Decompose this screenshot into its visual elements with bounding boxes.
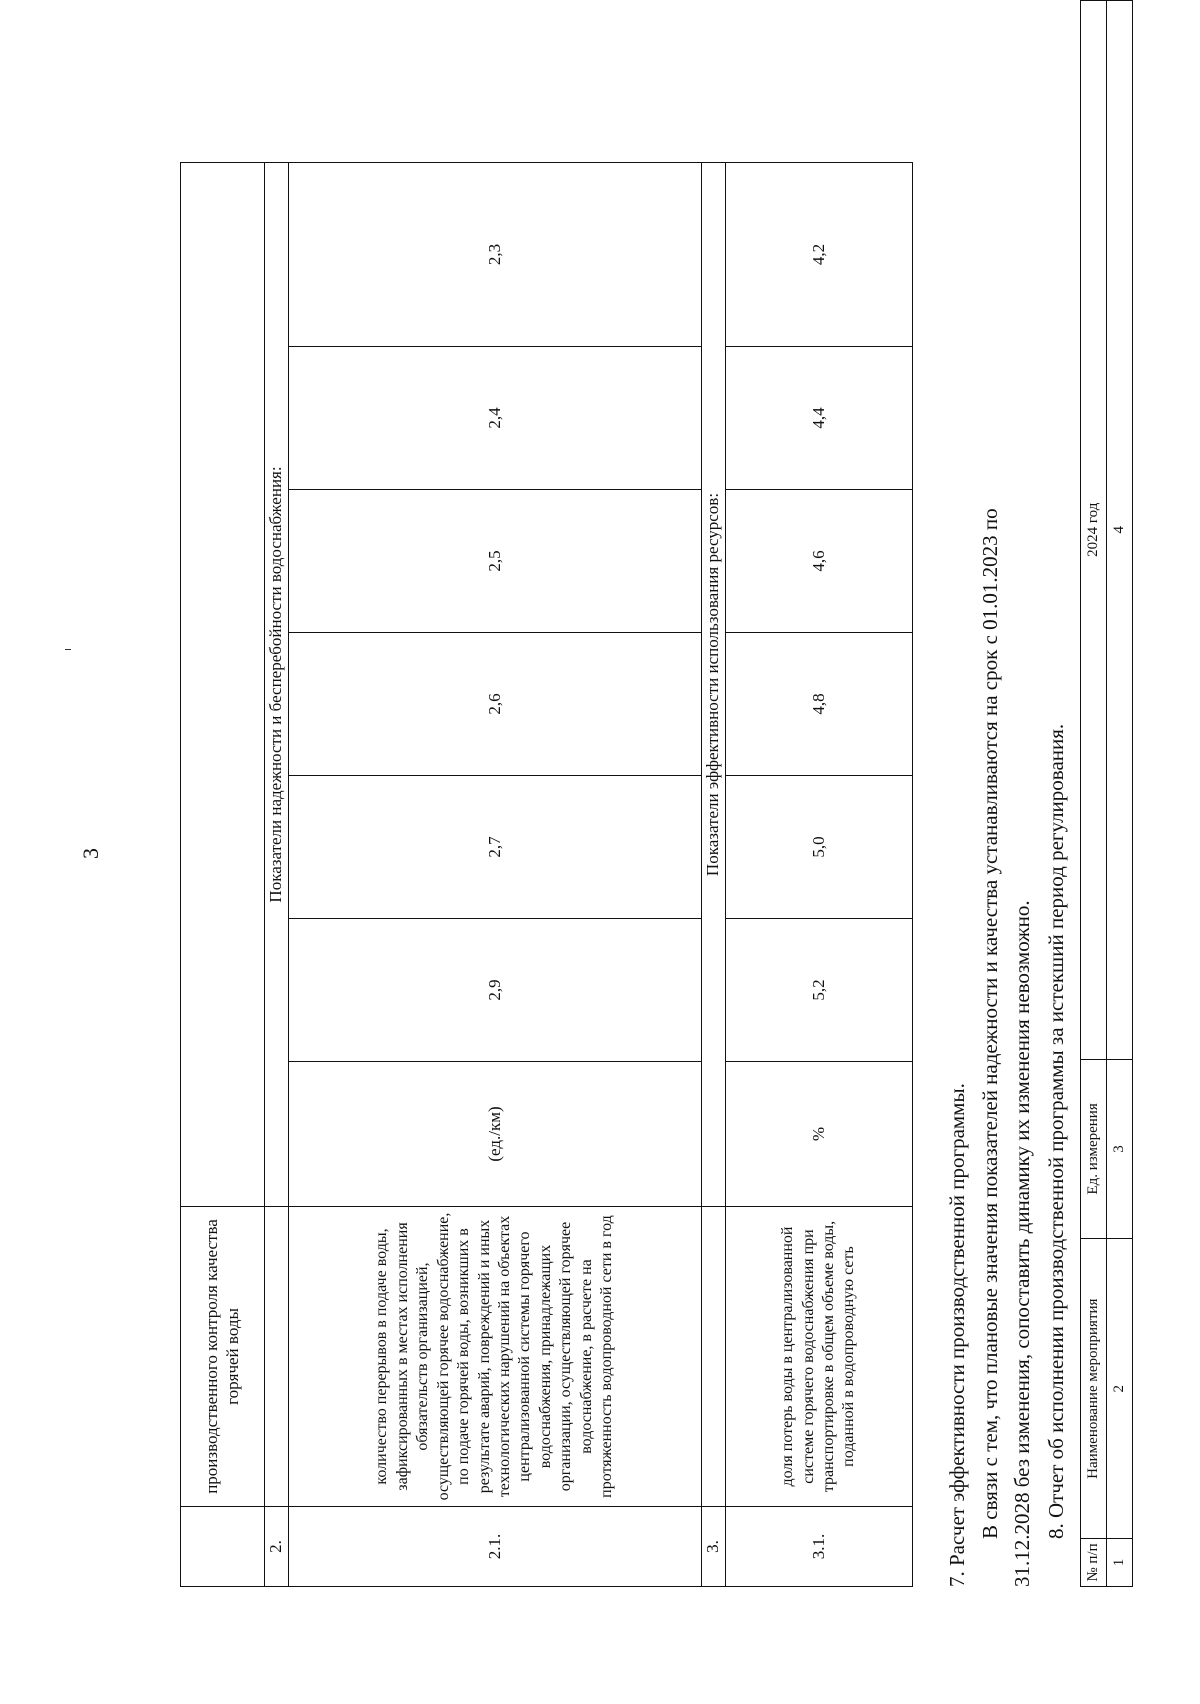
row-2-1-unit: (ед./км) [289, 1062, 702, 1207]
row-3-1-value-3: 4,8 [726, 633, 913, 776]
header-quality-cell: производственного контроля качества горячей воды [181, 1207, 265, 1507]
scan-mark [65, 649, 71, 650]
report-num-4: 4 [1107, 1, 1133, 1060]
row-2-1-value-1: 2,9 [289, 919, 702, 1062]
report-col-num: № п/п [1081, 1539, 1107, 1587]
item-7-heading: 7. Расчет эффективности производственной программы. [945, 1083, 969, 1587]
section-3-title: Показатели эффективности использования ресурсов: [702, 163, 726, 1207]
row-3-1-name: доля потерь воды в централизованной системе горячего водоснабжения при транспортировке в общем объеме воды, поданной в водопроводную сеть [726, 1207, 913, 1507]
row-3-1-unit: % [726, 1062, 913, 1207]
section-3-number: 3. [702, 1507, 726, 1587]
paragraph-line-2: 31.12.2028 без изменения, сопоставить динамику их изменения невозможно. [1010, 900, 1034, 1587]
report-num-2: 2 [1107, 1239, 1133, 1539]
section-3-row [702, 163, 726, 1587]
row-2-1-value-3: 2,6 [289, 633, 702, 776]
row-3-1-value-2: 5,0 [726, 776, 913, 919]
table-row-2-1 [289, 163, 702, 1587]
item-8-heading: 8. Отчет об исполнении производственной программы за истекший период регулирования. [1044, 723, 1068, 1539]
section-2-number: 2. [265, 1507, 289, 1587]
indicators-table [180, 162, 913, 1587]
paragraph-line-1: В связи с тем, что плановые значения показателей надежности и качества устанавливаются на срок с 01.01.2023 по [978, 508, 1002, 1539]
report-num-1: 1 [1107, 1539, 1133, 1587]
report-table [1080, 0, 1133, 1587]
row-3-1-value-6: 4,2 [726, 163, 913, 347]
row-2-1-value-6: 2,3 [289, 163, 702, 347]
table-row-header [181, 163, 265, 1587]
report-num-3: 3 [1107, 1059, 1133, 1239]
row-3-1-number: 3.1. [726, 1507, 913, 1587]
report-header-row [1081, 1, 1107, 1587]
page-number: 3 [78, 848, 103, 859]
row-3-1-value-5: 4,4 [726, 347, 913, 490]
report-col-unit: Ед. измерения [1081, 1059, 1107, 1239]
row-2-1-value-4: 2,5 [289, 490, 702, 633]
section-2-title: Показатели надежности и бесперебойности водоснабжения: [265, 163, 289, 1207]
section-2-row [265, 163, 289, 1587]
row-2-1-name: количество перерывов в подаче воды, зафиксированных в местах исполнения обязательств организацией, осуществляющей горячее водоснабжение, по подаче горячей воды, возникших в результате аварий, повреждений и иных технологических нарушений на объектах централизованной системы горячего водоснабжения, принадлежащих организации, осуществляющей горячее водоснабжение, в расчете на протяженность водопроводной сети в год [289, 1207, 702, 1507]
report-numbers-row [1107, 1, 1133, 1587]
row-2-1-number: 2.1. [289, 1507, 702, 1587]
row-2-1-value-2: 2,7 [289, 776, 702, 919]
row-2-1-value-5: 2,4 [289, 347, 702, 490]
report-col-name: Наименование мероприятия [1081, 1239, 1107, 1539]
report-col-year: 2024 год [1081, 1, 1107, 1060]
row-3-1-value-4: 4,6 [726, 490, 913, 633]
table-row-3-1 [726, 163, 913, 1587]
row-3-1-value-1: 5,2 [726, 919, 913, 1062]
